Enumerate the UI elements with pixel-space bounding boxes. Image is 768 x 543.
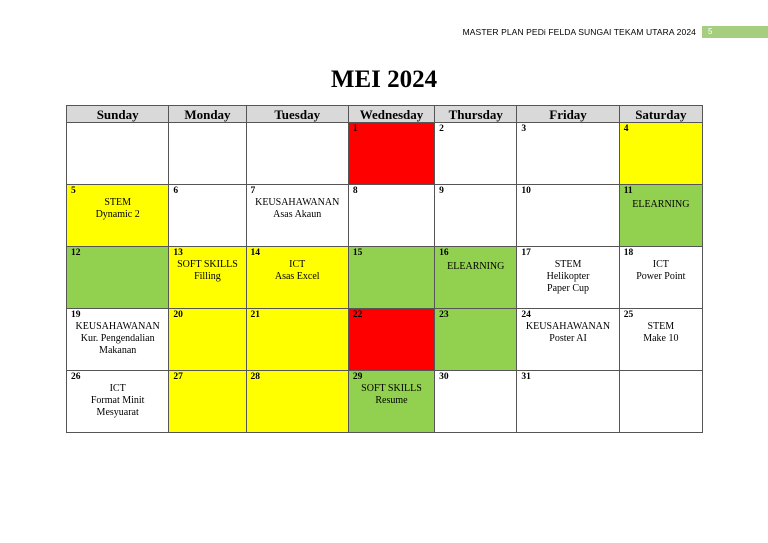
day-number: 2 (439, 124, 444, 134)
day-number: 24 (521, 310, 531, 320)
day-events (67, 321, 168, 357)
weekday-tuesday: Tuesday (246, 106, 348, 123)
calendar-title: MEI 2024 (330, 66, 438, 93)
event-line: Helikopter (546, 271, 590, 282)
day-number: 15 (352, 248, 363, 258)
day-events (67, 197, 168, 221)
page-number: 5 (702, 26, 768, 38)
calendar-day-cell (169, 309, 246, 371)
calendar-week-row (67, 185, 703, 247)
calendar-day-cell (67, 371, 169, 433)
event-line: Asas Excel (274, 271, 320, 282)
calendar-day-cell (435, 185, 517, 247)
weekday-thursday: Thursday (435, 106, 517, 123)
calendar-day-cell (246, 309, 348, 371)
header-text: MASTER PLAN PEDi FELDA SUNGAI TEKAM UTARA 2024 (462, 27, 696, 37)
event-line: SOFT SKILLS (361, 383, 422, 394)
day-number: 9 (439, 186, 444, 196)
event-line: ICT (652, 259, 669, 270)
day-number: 29 (352, 372, 363, 382)
calendar-day-cell (348, 247, 434, 309)
event-line: STEM (554, 259, 582, 270)
day-number: 28 (250, 372, 261, 382)
event-line: Make 10 (643, 333, 679, 344)
calendar-day-cell (67, 123, 169, 185)
day-number: 6 (173, 186, 179, 196)
day-events (517, 321, 618, 345)
weekday-friday: Friday (517, 106, 619, 123)
day-events (517, 259, 618, 295)
event-line: ICT (289, 259, 306, 270)
day-events (435, 261, 516, 273)
calendar-day-cell (246, 123, 348, 185)
event-line: KEUSAHAWANAN (75, 321, 160, 332)
day-events (620, 199, 702, 211)
event-line: Dynamic 2 (95, 209, 140, 220)
event-line: ELEARNING (632, 199, 690, 210)
calendar-day-cell (348, 309, 434, 371)
day-number: 21 (250, 310, 261, 320)
page-header (0, 26, 768, 39)
event-line: Power Point (636, 271, 686, 282)
calendar-day-cell (169, 123, 246, 185)
day-number: 12 (71, 248, 81, 258)
event-line: Filling (194, 271, 221, 282)
day-number: 7 (250, 186, 256, 196)
day-number: 20 (173, 310, 183, 320)
day-number: 25 (623, 310, 634, 320)
calendar-day-cell (169, 185, 246, 247)
weekday-saturday: Saturday (619, 106, 702, 123)
calendar-day-cell (517, 185, 619, 247)
day-number: 13 (173, 248, 183, 258)
calendar-day-cell (619, 247, 702, 309)
day-number: 11 (623, 186, 633, 196)
event-line: ICT (109, 383, 126, 394)
calendar-week-row (67, 309, 703, 371)
event-line: Paper Cup (547, 283, 589, 294)
weekday-sunday: Sunday (67, 106, 169, 123)
day-number: 3 (521, 124, 527, 134)
calendar-day-cell (619, 371, 702, 433)
event-line: STEM (104, 197, 131, 208)
day-number: 4 (623, 124, 629, 134)
day-events (67, 383, 168, 419)
calendar-day-cell (517, 247, 619, 309)
day-events (620, 321, 702, 345)
day-number: 30 (439, 372, 449, 382)
calendar-day-cell (348, 185, 434, 247)
weekday-header-row (67, 106, 703, 123)
day-number: 22 (352, 310, 363, 320)
calendar-day-cell (246, 185, 348, 247)
calendar-day-cell (348, 123, 434, 185)
calendar-day-cell (169, 247, 246, 309)
day-events (349, 383, 434, 407)
day-number: 14 (250, 248, 261, 258)
calendar-day-cell (435, 309, 517, 371)
day-number: 17 (521, 248, 531, 258)
calendar-table (66, 105, 703, 433)
day-number: 18 (623, 248, 634, 258)
calendar-day-cell (517, 123, 619, 185)
calendar-day-cell (67, 185, 169, 247)
event-line: KEUSAHAWANAN (525, 321, 611, 332)
calendar-week-row (67, 123, 703, 185)
day-events (247, 259, 348, 283)
calendar-day-cell (67, 247, 169, 309)
day-number: 19 (71, 310, 81, 320)
calendar-day-cell (435, 123, 517, 185)
day-number: 10 (521, 186, 531, 196)
event-line: KEUSAHAWANAN (255, 197, 340, 208)
day-number: 31 (521, 372, 531, 382)
calendar-day-cell (348, 371, 434, 433)
event-line: Mesyuarat (96, 407, 139, 418)
day-number: 23 (439, 310, 449, 320)
day-events (169, 259, 245, 283)
day-events (247, 197, 348, 221)
calendar-day-cell (517, 309, 619, 371)
event-line: SOFT SKILLS (177, 259, 238, 270)
calendar-week-row (67, 247, 703, 309)
calendar-day-cell (619, 123, 702, 185)
calendar-day-cell (246, 247, 348, 309)
event-line: STEM (647, 321, 675, 332)
weekday-wednesday: Wednesday (348, 106, 434, 123)
calendar-day-cell (517, 371, 619, 433)
calendar-day-cell (67, 309, 169, 371)
event-line: Kur. Pengendalian (80, 333, 155, 344)
calendar-day-cell (619, 185, 702, 247)
day-number: 8 (352, 186, 358, 196)
day-number: 5 (71, 186, 76, 196)
calendar-day-cell (619, 309, 702, 371)
day-number: 1 (352, 124, 358, 134)
calendar-week-row (67, 371, 703, 433)
day-events (620, 259, 702, 283)
day-number: 26 (71, 372, 81, 382)
event-line: ELEARNING (447, 261, 505, 272)
day-number: 27 (173, 372, 183, 382)
event-line: Poster AI (549, 333, 587, 344)
event-line: Format Minit (90, 395, 145, 406)
calendar-day-cell (169, 371, 246, 433)
weekday-monday: Monday (169, 106, 246, 123)
event-line: Resume (375, 395, 408, 406)
calendar-day-cell (435, 371, 517, 433)
day-number: 16 (439, 248, 449, 258)
event-line: Makanan (99, 345, 137, 356)
calendar-day-cell (435, 247, 517, 309)
event-line: Asas Akaun (273, 209, 322, 220)
calendar-day-cell (246, 371, 348, 433)
